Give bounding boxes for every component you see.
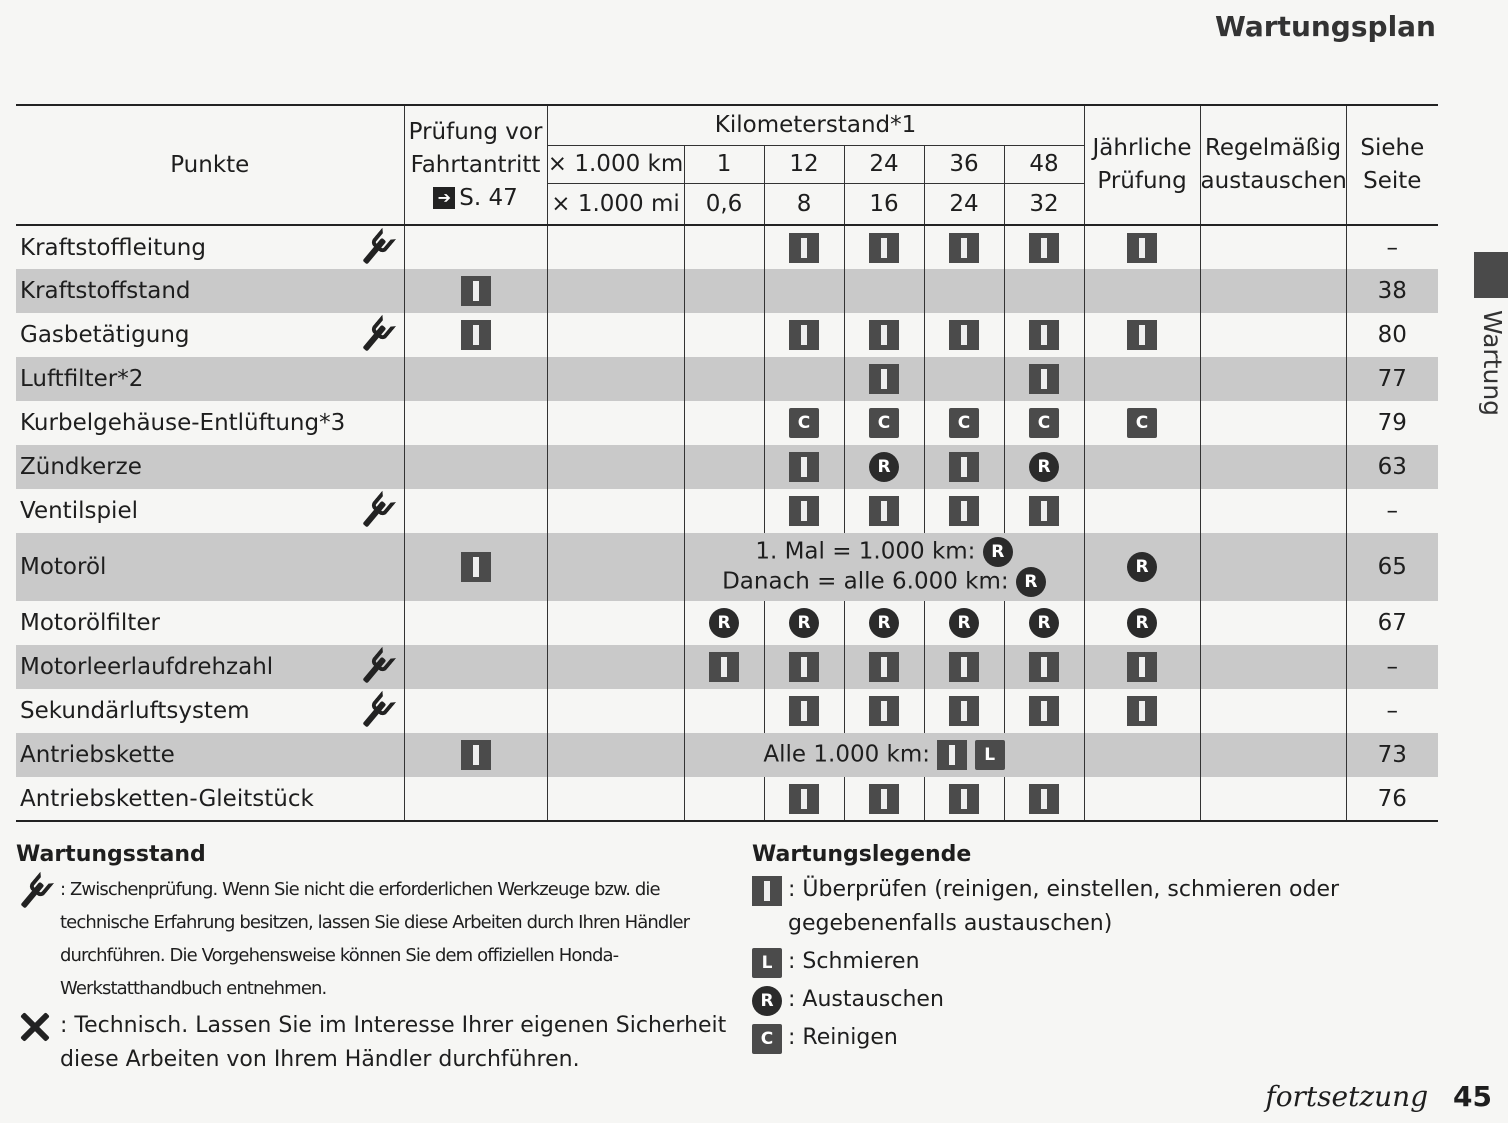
inspect-icon xyxy=(1127,233,1157,263)
oil-note-line2: Danach = alle 6.000 km: xyxy=(722,568,1009,595)
row-name: Sekundärluftsystem xyxy=(20,698,250,724)
header-annual-line2: Prüfung xyxy=(1097,168,1187,194)
clean-icon: C xyxy=(789,408,819,438)
replace-icon: R xyxy=(1016,567,1046,597)
row-page: – xyxy=(1346,645,1438,689)
header-km-value: 48 xyxy=(1004,145,1084,183)
header-see-page xyxy=(1346,105,1438,225)
header-pre-ride-ref: S. 47 xyxy=(459,184,518,211)
row-name: Kurbelgehäuse-Entlüftung*3 xyxy=(20,410,346,436)
header-mi-value: 8 xyxy=(764,183,844,225)
inspect-icon xyxy=(789,320,819,350)
maintenance-level-legend: Wartungsstand : Zwischenprüfung. Wenn Sie nicht die erforderlichen Werkzeuge bzw. die technische Erfahrung besitzen, lassen Sie diese Arbeiten durch Ihren Händler durchführen. Die Vorgehensweise können Sie dem offiziellen Honda-Werkstatthandbuch entnehmen. : Technisch. Lassen Sie im Interesse Ihrer eigenen Sicherheit diese Arbeiten von Ihrem Händler durchführen. xyxy=(16,842,736,1081)
inspect-icon xyxy=(949,652,979,682)
legend-left-title: Wartungsstand xyxy=(16,842,206,867)
row-name: Antriebsketten-Gleitstück xyxy=(16,777,350,821)
side-tab-label: Wartung xyxy=(1478,309,1507,417)
wrench-icon xyxy=(8,865,62,919)
row-page: 65 xyxy=(1346,533,1438,601)
row-name: Zündkerze xyxy=(16,445,350,489)
row-name: Luftfilter*2 xyxy=(16,357,350,401)
table-row xyxy=(16,225,1438,269)
row-page: – xyxy=(1346,489,1438,533)
header-mi-value: 0,6 xyxy=(684,183,764,225)
legend-inspect-text: Überprüfen (reinigen, einstellen, schmieren oder gegebenenfalls austauschen) xyxy=(788,877,1340,936)
table-row xyxy=(16,733,1438,777)
clean-icon: C xyxy=(949,408,979,438)
table-row xyxy=(16,689,1438,733)
row-name: Antriebskette xyxy=(16,733,350,777)
header-see-line2: Seite xyxy=(1363,168,1422,194)
header-km-label: × 1.000 km xyxy=(547,145,684,183)
row-page: 73 xyxy=(1346,733,1438,777)
header-mi-value: 24 xyxy=(924,183,1004,225)
inspect-icon xyxy=(869,364,899,394)
inspect-icon xyxy=(869,652,899,682)
table-row xyxy=(16,357,1438,401)
table-row xyxy=(16,645,1438,689)
table-row xyxy=(16,445,1438,489)
inspect-icon xyxy=(789,784,819,814)
row-page: 63 xyxy=(1346,445,1438,489)
header-pre-ride-line2: Fahrtantritt xyxy=(410,151,541,178)
table-row xyxy=(16,533,1438,601)
wrench-icon xyxy=(350,308,404,362)
header-replace xyxy=(1200,105,1346,225)
row-name: Gasbetätigung xyxy=(20,322,190,348)
oil-note-line1: 1. Mal = 1.000 km: xyxy=(755,538,976,565)
header-pre-ride-line1: Prüfung vor xyxy=(408,118,543,145)
arrow-right-icon: ➔ xyxy=(433,187,455,209)
row-page: – xyxy=(1346,689,1438,733)
inspect-icon xyxy=(789,696,819,726)
inspect-icon xyxy=(709,652,739,682)
header-km-value: 1 xyxy=(684,145,764,183)
inspect-icon xyxy=(1029,652,1059,682)
inspect-icon xyxy=(1127,696,1157,726)
table-row xyxy=(16,269,1438,313)
inspect-icon xyxy=(949,320,979,350)
row-page: 79 xyxy=(1346,401,1438,445)
table-row xyxy=(16,489,1438,533)
header-annual-line1: Jährliche xyxy=(1092,135,1192,161)
lubricate-icon: L xyxy=(752,948,782,978)
header-km-value: 12 xyxy=(764,145,844,183)
inspect-icon xyxy=(949,452,979,482)
inspect-icon xyxy=(937,740,967,770)
row-name: Motorleerlaufdrehzahl xyxy=(16,645,350,689)
row-page: 76 xyxy=(1346,777,1438,821)
page-footer xyxy=(1265,1080,1492,1113)
inspect-icon xyxy=(789,452,819,482)
row-page: 38 xyxy=(1346,269,1438,313)
replace-icon: R xyxy=(1029,452,1059,482)
inspect-icon xyxy=(1029,496,1059,526)
inspect-icon xyxy=(869,496,899,526)
inspect-icon xyxy=(461,276,491,306)
row-name: Kraftstoffleitung xyxy=(20,234,206,261)
inspect-icon xyxy=(869,320,899,350)
inspect-icon xyxy=(461,320,491,350)
legend-technical-text: Technisch. Lassen Sie im Interesse Ihrer eigenen Sicherheit diese Arbeiten von Ihrem Händler durchführen. xyxy=(60,1013,727,1072)
clean-icon: C xyxy=(869,408,899,438)
header-replace-line1: Regelmäßig xyxy=(1204,135,1342,161)
row-name: Ventilspiel xyxy=(20,498,138,524)
clean-icon: C xyxy=(1029,408,1059,438)
replace-icon: R xyxy=(949,608,979,638)
continued-label: fortsetzung xyxy=(1265,1080,1429,1113)
inspect-icon xyxy=(1029,364,1059,394)
inspect-icon xyxy=(869,784,899,814)
page-number: 45 xyxy=(1453,1080,1492,1113)
inspect-icon xyxy=(789,496,819,526)
chain-note-text: Alle 1.000 km: xyxy=(763,741,931,768)
header-mi-label: × 1.000 mi xyxy=(547,183,684,225)
inspect-icon xyxy=(1029,784,1059,814)
row-page: – xyxy=(1346,225,1438,269)
inspect-icon xyxy=(1029,233,1059,263)
table-row xyxy=(16,601,1438,645)
inspect-icon xyxy=(752,876,782,906)
row-name: Motoröl xyxy=(16,533,350,601)
lubricate-icon: L xyxy=(975,740,1005,770)
chain-interval-note xyxy=(684,733,1084,777)
clean-icon: C xyxy=(1127,408,1157,438)
header-km-value: 24 xyxy=(844,145,924,183)
replace-icon: R xyxy=(789,608,819,638)
header-annual xyxy=(1084,105,1200,225)
replace-icon: R xyxy=(869,608,899,638)
wrench-icon xyxy=(350,684,404,738)
replace-icon: R xyxy=(1029,608,1059,638)
legend-replace-text: Austauschen xyxy=(802,987,944,1012)
inspect-icon xyxy=(949,233,979,263)
header-replace-line2: austauschen xyxy=(1200,168,1347,194)
header-odometer: Kilometerstand*1 xyxy=(547,105,1084,145)
table-row xyxy=(16,313,1438,357)
maintenance-table xyxy=(16,104,1438,822)
replace-icon: R xyxy=(709,608,739,638)
table-row xyxy=(16,401,1438,445)
replace-icon: R xyxy=(1127,552,1157,582)
legend-lubricate-text: Schmieren xyxy=(802,949,920,974)
wrench-icon xyxy=(350,484,404,538)
replace-icon: R xyxy=(752,986,782,1016)
wrench-icon xyxy=(350,221,404,275)
inspect-icon xyxy=(1127,652,1157,682)
page-title: Wartungsplan xyxy=(1214,10,1436,43)
inspect-icon xyxy=(949,696,979,726)
inspect-icon xyxy=(1127,320,1157,350)
replace-icon: R xyxy=(983,537,1013,567)
table-row xyxy=(16,777,1438,821)
side-tab-marker xyxy=(1474,252,1508,298)
row-name: Kraftstoffstand xyxy=(16,269,350,313)
inspect-icon xyxy=(461,552,491,582)
header-items: Punkte xyxy=(16,105,404,225)
legend-right-title: Wartungslegende xyxy=(752,842,972,867)
inspect-icon xyxy=(949,784,979,814)
inspect-icon xyxy=(869,233,899,263)
inspect-icon xyxy=(949,496,979,526)
row-name: Motorölfilter xyxy=(20,610,160,636)
inspect-icon xyxy=(1029,320,1059,350)
header-see-line1: Siehe xyxy=(1360,135,1425,161)
replace-icon: R xyxy=(1127,608,1157,638)
header-pre-ride xyxy=(404,105,547,225)
clean-icon: C xyxy=(752,1024,782,1054)
inspect-icon xyxy=(789,233,819,263)
row-page: 77 xyxy=(1346,357,1438,401)
row-page: 80 xyxy=(1346,313,1438,357)
inspect-icon xyxy=(869,696,899,726)
header-km-value: 36 xyxy=(924,145,1004,183)
inspect-icon xyxy=(461,740,491,770)
legend-intermediate-text: Zwischenprüfung. Wenn Sie nicht die erforderlichen Werkzeuge bzw. die technische Erfahrung besitzen, lassen Sie diese Arbeiten durch Ihren Händler durchführen. Die Vorgehensweise können Sie dem offiziellen Honda-Werkstatthandbuch entnehmen. xyxy=(60,879,690,999)
header-mi-value: 32 xyxy=(1004,183,1084,225)
inspect-icon xyxy=(1029,696,1059,726)
oil-interval-note xyxy=(684,533,1084,601)
header-mi-value: 16 xyxy=(844,183,924,225)
legend-clean-text: Reinigen xyxy=(802,1025,898,1050)
inspect-icon xyxy=(789,652,819,682)
replace-icon: R xyxy=(869,452,899,482)
row-page: 67 xyxy=(1346,601,1438,645)
maintenance-symbol-legend: Wartungslegende : Überprüfen (reinigen, einstellen, schmieren oder gegebenenfalls austauschen) L : Schmieren R : Austauschen C : Reinigen xyxy=(752,842,1352,1059)
crossed-tools-icon xyxy=(16,1009,54,1045)
